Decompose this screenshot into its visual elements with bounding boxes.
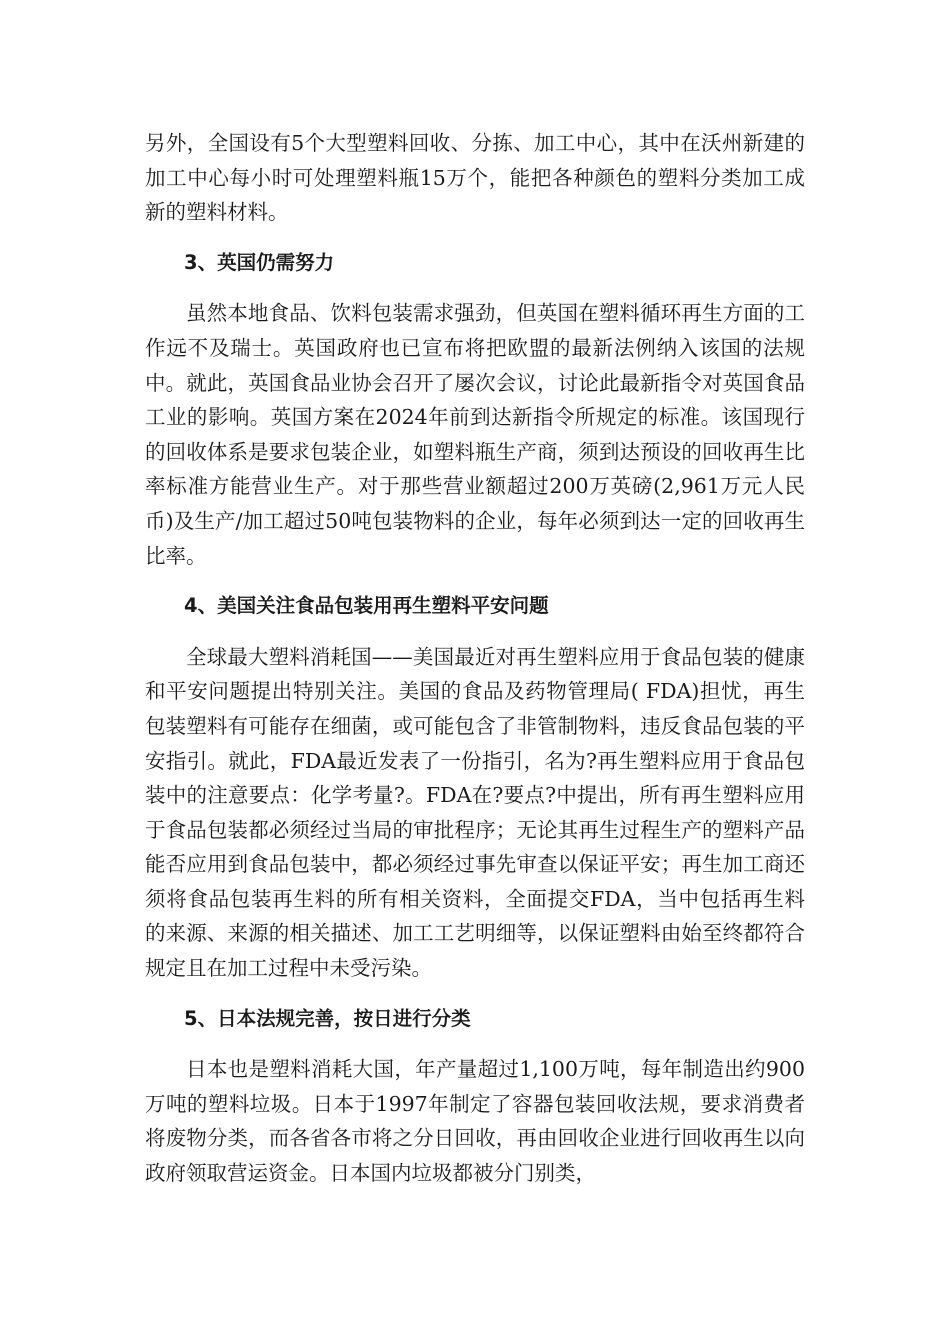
spacer — [145, 624, 805, 640]
spacer — [145, 1036, 805, 1052]
intro-paragraph: 另外，全国设有5个大型塑料回收、分拣、加工中心，其中在沃州新建的加工中心每小时可处理塑料瓶15万个，能把各种颜色的塑料分类加工成新的塑料材料。 — [145, 131, 805, 225]
section-paragraph-3: 虽然本地食品、饮料包装需求强劲，但英国在塑料循环再生方面的工作远不及瑞士。英国政府也已宣布将把欧盟的最新法例纳入该国的法规中。就此，英国食品业协会召开了屡次会议，讨论此最新指令对英国食品工业的影响。英国方案在2024年前到达新指令所规定的标准。该国现行的回收体系是要求包装企业，如塑料瓶生产商，须到达预设的回收再生比率标准方能营业生产。对于那些营业额超过200万英磅(2,961万元人民币)及生产/加工超过50吨包装物料的企业，每年必须到达一定的回收再生比率。 — [145, 301, 805, 568]
section-heading-3: 3、英国仍需努力 — [184, 250, 335, 274]
section-heading-5: 5、日本法规完善，按日进行分类 — [184, 1006, 471, 1030]
section-heading-4: 4、美国关注食品包装用再生塑料平安问题 — [184, 594, 549, 618]
spacer — [145, 573, 805, 589]
section-paragraph-4: 全球最大塑料消耗国——美国最近对再生塑料应用于食品包装的健康和平安问题提出特别关注。美国的食品及药物管理局( FDA)担忧，再生包装塑料有可能存在细菌，或可能包含了非管制物料，违反食品包装的平安指引。就此，FDA最近发表了一份指引，名为?再生塑料应用于食品包装中的注意要点：化学考量?。FDA在?要点?中提出，所有再生塑料应用于食品包装都必须经过当局的审批程序；无论其再生过程生产的塑料产品能否应用到食品包装中，都必须经过事先审查以保证平安；再生加工商还须将食品包装再生料的所有相关资料，全面提交FDA，当中包括再生料的来源、来源的相关描述、加工工艺明细等，以保证塑料由始至终都符合规定且在加工过程中未受污染。 — [145, 644, 805, 981]
spacer — [145, 230, 805, 246]
spacer — [145, 986, 805, 1002]
spacer — [145, 280, 805, 296]
section-paragraph-5: 日本也是塑料消耗大国，年产量超过1,100万吨，每年制造出约900万吨的塑料垃圾。日本于1997年制定了容器包装回收法规，要求消费者将废物分类，而各省各市将之分日回收，再由回收企业进行回收再生以向政府领取营运资金。日本国内垃圾都被分门别类， — [145, 1057, 805, 1186]
document-page — [145, 126, 805, 1191]
